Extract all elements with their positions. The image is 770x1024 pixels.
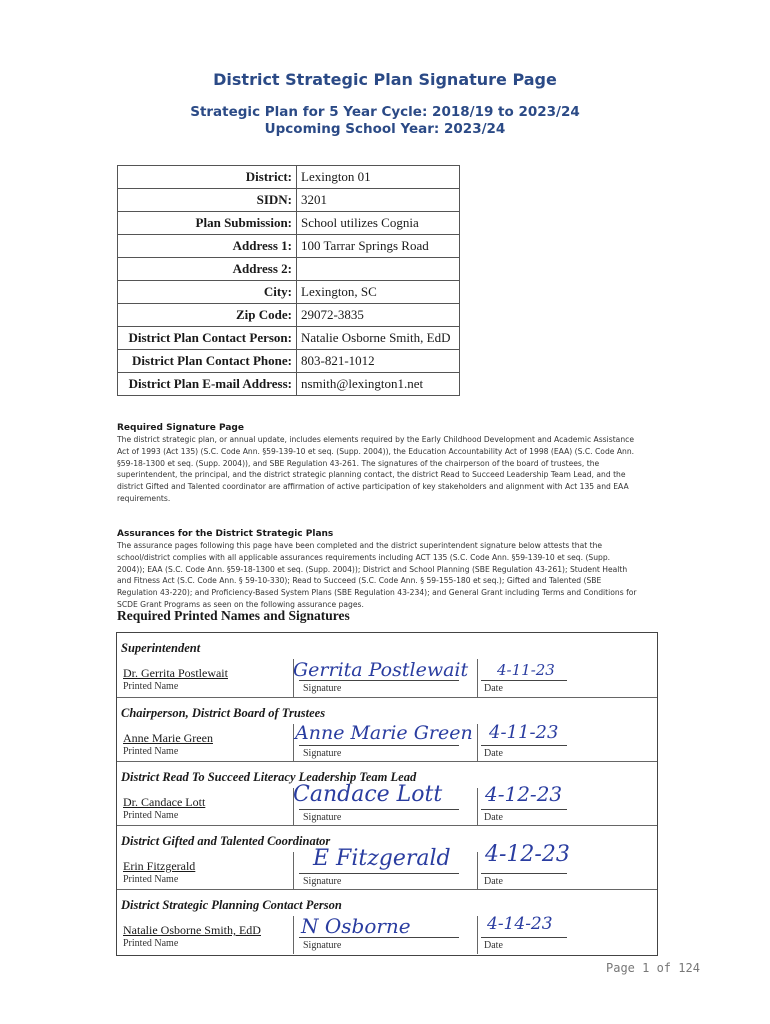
required-signature-heading: Required Signature Page	[117, 423, 244, 433]
role-read-to-succeed: District Read To Succeed Literacy Leadership Team Lead	[121, 770, 417, 784]
date-label: Date	[484, 683, 503, 694]
assurances-text	[117, 540, 647, 611]
para-line: and Fitness Act (S.C. Code Ann. § 59-10-330); Read to Succeed (S.C. Code Ann. § 59-155-180 et seq.); Gifted and Talented (SBE	[117, 576, 602, 586]
para-line: Regulation 43-220); and Proficiency-Based System Plans (SBE Regulation 43-234); and General Grant including Terms and Conditions for	[117, 588, 637, 598]
contact-person-label: District Plan Contact Person:	[118, 327, 297, 350]
role-chairperson: Chairperson, District Board of Trustees	[121, 706, 326, 720]
date-handwritten: 4-11-23	[497, 661, 555, 679]
para-line: district Gifted and Talented coordinator are affirmation of active participation of key stakeholders and alignment with Act 135 and EAA	[117, 482, 629, 492]
para-line: requirements.	[117, 493, 171, 503]
printed-name-label: Printed Name	[123, 938, 179, 949]
address2-value	[297, 258, 460, 281]
contact-email-value: nsmith@lexington1.net	[297, 373, 460, 396]
plan-submission-value: School utilizes Cognia	[297, 212, 460, 235]
date-label: Date	[484, 876, 503, 887]
address2-label: Address 2:	[118, 258, 297, 281]
printed-name-label: Printed Name	[123, 874, 179, 885]
date-handwritten: 4-11-23	[489, 722, 559, 743]
page-title: District Strategic Plan Signature Page	[213, 70, 557, 89]
role-gifted-talented: District Gifted and Talented Coordinator	[121, 834, 331, 848]
signature-table	[116, 632, 658, 956]
contact-person-value: Natalie Osborne Smith, EdD	[297, 327, 460, 350]
signature-label: Signature	[303, 683, 342, 694]
printed-name: Natalie Osborne Smith, EdD	[123, 923, 261, 937]
para-line: The district strategic plan, or annual update, includes elements required by the Early Childhood Development and Academic Assistance	[117, 435, 634, 444]
address1-value: 100 Tarrar Springs Road	[297, 235, 460, 258]
assurances-heading: Assurances for the District Strategic Plans	[117, 529, 334, 539]
signature-row	[117, 825, 657, 890]
sidn-label: SIDN:	[118, 189, 297, 212]
date-handwritten: 4-14-23	[487, 914, 553, 934]
printed-name: Anne Marie Green	[123, 731, 213, 745]
para-line: SCDE Grant Programs as seen on the following assurance pages.	[117, 599, 364, 609]
plan-submission-label: Plan Submission:	[118, 212, 297, 235]
date-handwritten: 4-12-23	[485, 842, 570, 867]
signature-row	[117, 697, 657, 762]
signature-row	[117, 633, 657, 697]
date-label: Date	[484, 748, 503, 759]
school-year-subtitle: Upcoming School Year: 2023/24	[264, 121, 506, 137]
para-line: §59-18-1300 et seq. (Supp. 2004)), and SBE Regulation 43-261. The signatures of the chairperson of the board of trustees, the	[117, 458, 600, 468]
para-line: Act of 1993 (Act 135) (S.C. Code Ann. §59-139-10 et seq. (Supp. 2004)), the Education Accountability Act of 1998 (EAA) (S.C. Code Ann.	[117, 446, 635, 456]
date-handwritten: 4-12-23	[485, 782, 563, 806]
signature-handwritten: Anne Marie Green	[295, 722, 473, 744]
signature-label: Signature	[303, 876, 342, 887]
sidn-value: 3201	[297, 189, 460, 212]
cycle-subtitle: Strategic Plan for 5 Year Cycle: 2018/19 to 2023/24	[190, 104, 580, 120]
district-value: Lexington 01	[297, 166, 460, 189]
printed-name-label: Printed Name	[123, 746, 179, 757]
signature-handwritten: E Fitzgerald	[313, 846, 451, 871]
address1-label: Address 1:	[118, 235, 297, 258]
contact-phone-value: 803-821-1012	[297, 350, 460, 373]
role-superintendent: Superintendent	[121, 641, 201, 655]
para-line: superintendent, the principal, and the district strategic planning contact, the district Read to Succeed Leadership Team Lead, and the	[117, 470, 626, 480]
date-label: Date	[484, 812, 503, 823]
district-info-table	[117, 165, 460, 396]
signature-handwritten: N Osborne	[301, 914, 411, 938]
para-line: school/district complies with all applicable assurances requirements including ACT 135 (S.C. Code Ann. §59-139-10 et seq. (Supp.	[117, 552, 611, 562]
city-label: City:	[118, 281, 297, 304]
page-number: Page 1 of 124	[606, 961, 700, 975]
para-line: The assurance pages following this page have been completed and the district superintendent signature below attests that the	[117, 541, 603, 550]
signature-handwritten: Candace Lott	[293, 782, 443, 807]
signature-row	[117, 889, 657, 956]
signature-label: Signature	[303, 812, 342, 823]
city-value: Lexington, SC	[297, 281, 460, 304]
signature-label: Signature	[303, 748, 342, 759]
signature-row	[117, 761, 657, 826]
contact-phone-label: District Plan Contact Phone:	[118, 350, 297, 373]
printed-name: Erin Fitzgerald	[123, 859, 196, 873]
contact-email-label: District Plan E-mail Address:	[118, 373, 297, 396]
zip-value: 29072-3835	[297, 304, 460, 327]
role-planning-contact: District Strategic Planning Contact Person	[121, 898, 342, 912]
para-line: 2004)); EAA (S.C. Code Ann. §59-18-1300 et seq. (Supp. 2004)); District and School Planning (SBE Regulation 43-261); Student Health	[117, 564, 628, 574]
required-signature-text	[117, 434, 647, 505]
printed-name-label: Printed Name	[123, 810, 179, 821]
zip-label: Zip Code:	[118, 304, 297, 327]
signature-handwritten: Gerrita Postlewait	[293, 659, 469, 681]
date-label: Date	[484, 940, 503, 951]
district-label: District:	[118, 166, 297, 189]
printed-name: Dr. Gerrita Postlewait	[123, 666, 228, 680]
printed-name-label: Printed Name	[123, 681, 179, 692]
signature-label: Signature	[303, 940, 342, 951]
required-names-heading: Required Printed Names and Signatures	[117, 608, 350, 623]
printed-name: Dr. Candace Lott	[123, 795, 206, 809]
